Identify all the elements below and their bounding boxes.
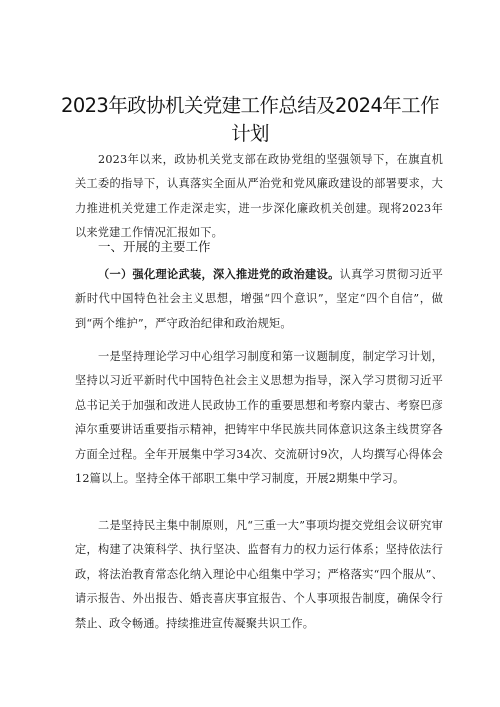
intro-paragraph: 2023年以来，政协机关党支部在政协党组的坚强领导下，在旗直机关工委的指导下，认真落实全面从严治党和党风廉政建设的部署要求，大力推进机关党建工作走深走实，进一步深化廉政机关创建。现将2023年以来党建工作情况汇报如下。 — [75, 153, 443, 240]
body-paragraph-2: 二是坚持民主集中制原则，凡“三重一大”事项均提交党组会议研究审定，构建了决策科学、执行坚决、监督有力的权力运行体系；坚持依法行政，将法治教育常态化纳入理论中心组集中学习；严格落实“四个服从”、请示报告、外出报告、婚丧喜庆事宜报告、个人事项报告制度，确保令行禁止、政令畅通。持续推进宣传凝聚共识工作。 — [75, 519, 443, 630]
document-title: 2023年政协机关党建工作总结及2024年工作计划 — [61, 94, 439, 145]
subsection-paragraph — [75, 263, 443, 336]
body-paragraph-1: 一是坚持理论学习中心组学习制度和第一议题制度，制定学习计划，坚持以习近平新时代中国特色社会主义思想为指导，深入学习贯彻习近平总书记关于加强和改进人民政协工作的重要思想和考察内蒙古、考察巴彦淖尔重要讲话重要指示精神，把铸牢中华民族共同体意识这条主线贯穿各方面全过程。全年开展集中学习34次、交流研讨9次，人均撰写心得体会12篇以上。坚持全体干部职工集中学习制度，开展2期集中学习。 — [75, 350, 443, 486]
subsection-heading: （一）强化理论武装，深入推进党的政治建设。 — [98, 268, 340, 281]
section-heading: 一、开展的主要工作 — [98, 239, 211, 254]
subsection-text: 认真学习贯彻习近平新时代中国特色社会主义思想，增强“四个意识”，坚定“四个自信”，做到“两个维护”，严守政治纪律和政治规矩。 — [75, 268, 443, 330]
